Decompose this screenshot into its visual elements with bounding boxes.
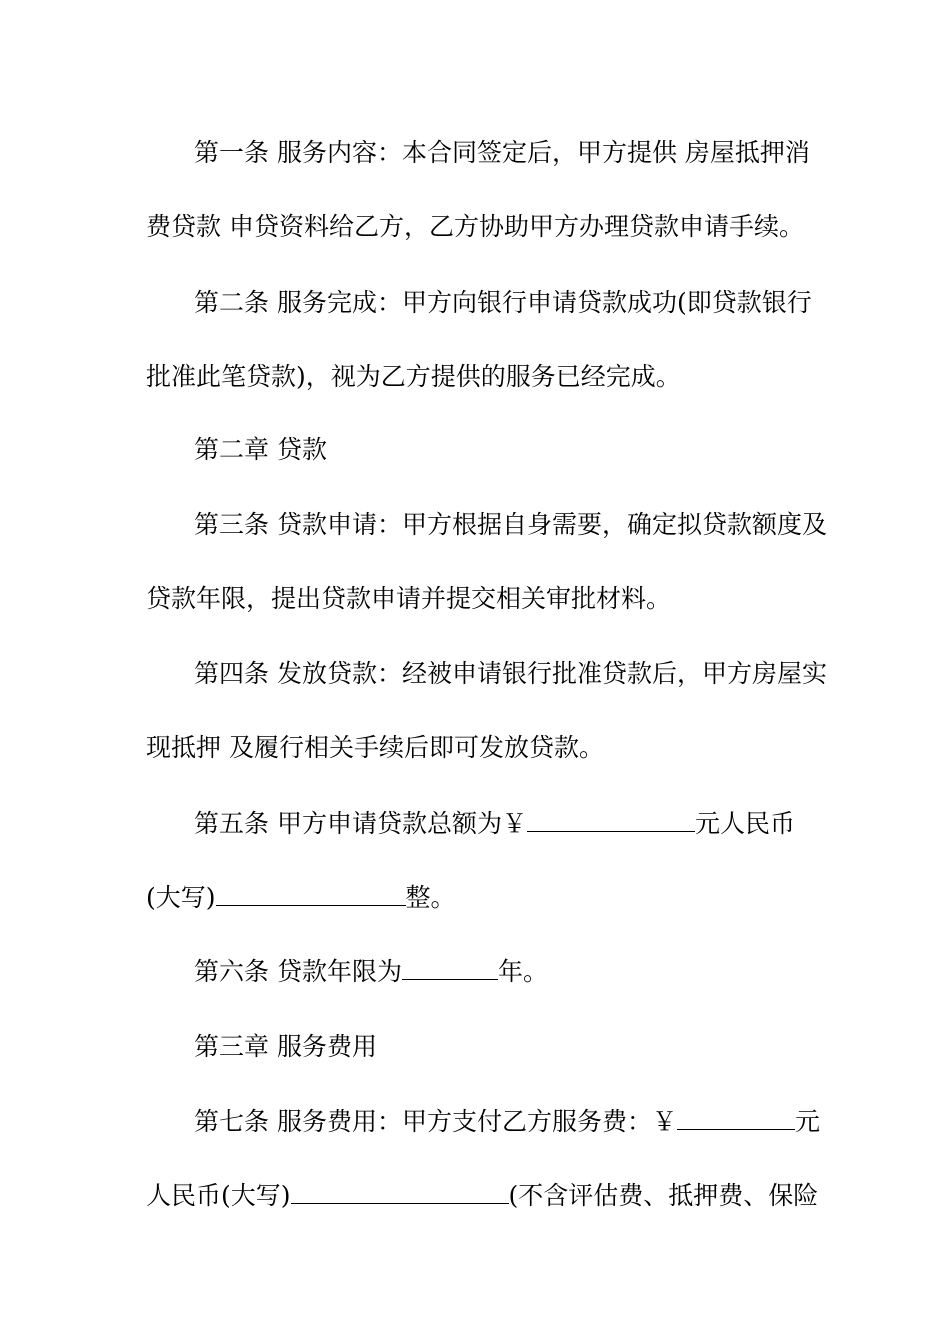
service-fee-uppercase-blank[interactable] <box>291 1181 509 1204</box>
article-4-line-1: 第四条 发放贷款：经被申请银行批准贷款后，甲方房屋实 <box>194 659 827 688</box>
article-6-line <box>194 955 806 989</box>
article-7-line-1 <box>194 1105 820 1139</box>
service-fee-blank[interactable] <box>677 1107 795 1130</box>
article-5-line-1 <box>194 807 806 841</box>
article-1-line-2: 费贷款 申贷资料给乙方，乙方协助甲方办理贷款申请手续。 <box>146 212 804 241</box>
article-7-line-2 <box>146 1179 819 1213</box>
article-1-line-1: 第一条 服务内容：本合同签定后，甲方提供 房屋抵押消 <box>194 138 810 167</box>
article-3-line-1: 第三条 贷款申请：甲方根据自身需要，确定拟贷款额度及 <box>194 510 827 539</box>
article-3-line-2: 贷款年限，提出贷款申请并提交相关审批材料。 <box>146 584 672 613</box>
loan-amount-uppercase-blank[interactable] <box>216 883 406 906</box>
article-2-line-2: 批准此笔贷款)，视为乙方提供的服务已经完成。 <box>146 362 681 391</box>
article-5-text-c: (大写) <box>146 883 216 912</box>
chapter-2-heading: 第二章 贷款 <box>194 435 327 464</box>
loan-term-blank[interactable] <box>402 957 498 980</box>
article-7-text-c: 人民币(大写) <box>146 1181 291 1210</box>
article-5-line-2 <box>146 881 806 915</box>
chapter-3-heading: 第三章 服务费用 <box>194 1032 377 1061</box>
article-4-line-2: 现抵押 及履行相关手续后即可发放贷款。 <box>146 733 604 762</box>
article-2-line-1: 第二条 服务完成：甲方向银行申请贷款成功(即贷款银行 <box>194 288 812 317</box>
article-5-text-a: 第五条 甲方申请贷款总额为￥ <box>194 809 527 838</box>
article-7-text-d: (不含评估费、抵押费、保险 <box>508 1181 819 1210</box>
loan-amount-blank[interactable] <box>527 809 695 832</box>
article-6-text-b: 年。 <box>497 957 548 986</box>
article-7-text-a: 第七条 服务费用：甲方支付乙方服务费：￥ <box>194 1107 677 1136</box>
article-6-text-a: 第六条 贷款年限为 <box>194 957 402 986</box>
article-5-text-b: 元人民币 <box>694 809 795 838</box>
article-7-text-b: 元 <box>794 1107 820 1136</box>
article-5-text-d: 整。 <box>405 883 456 912</box>
